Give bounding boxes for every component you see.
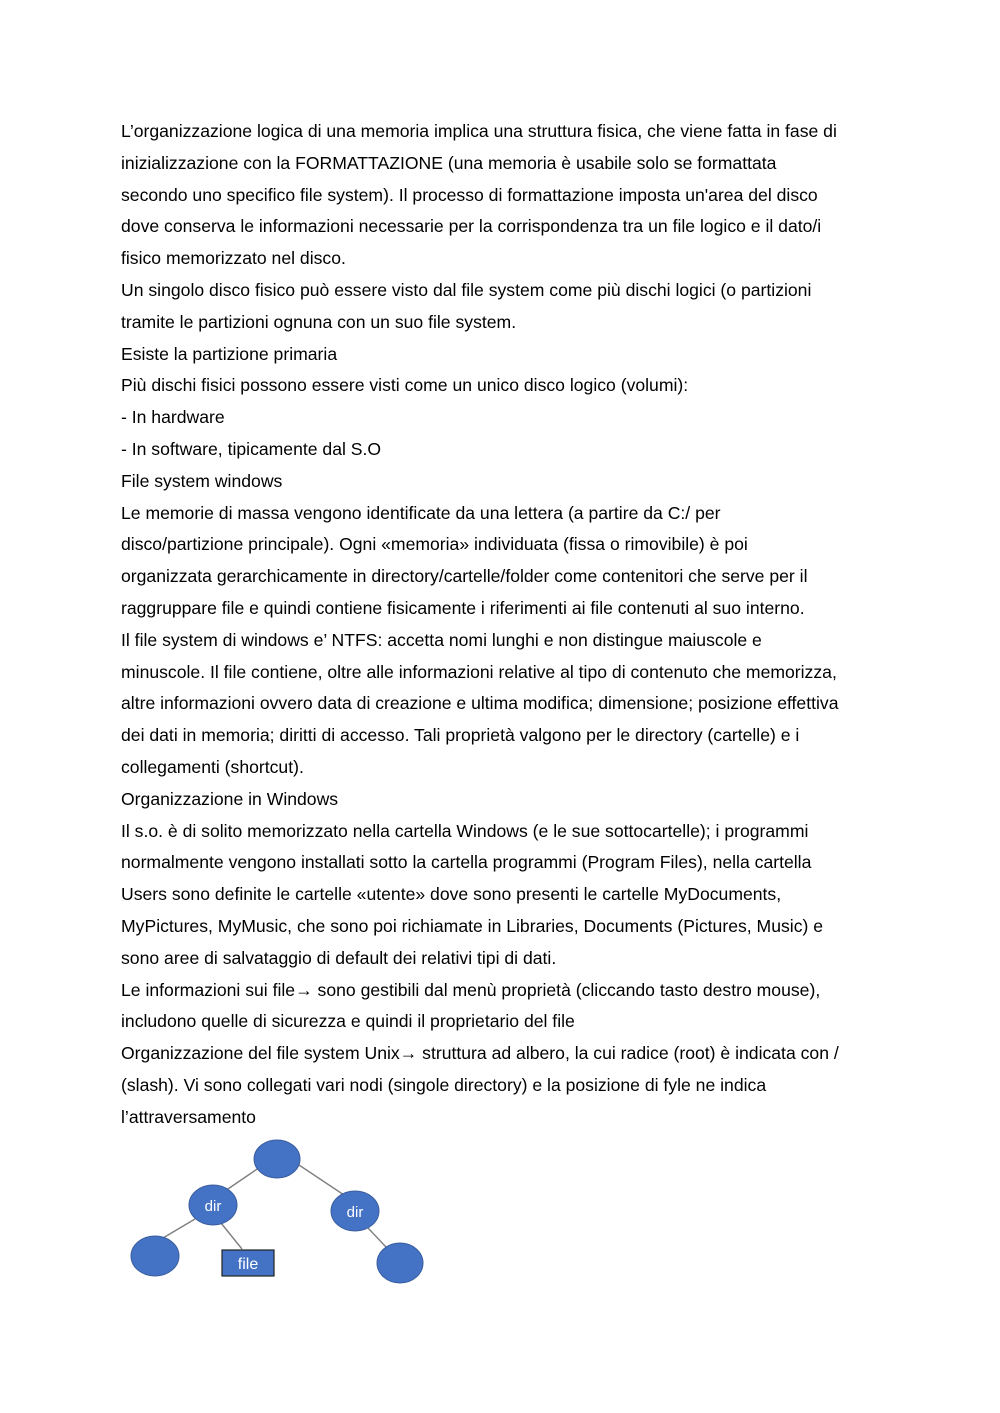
edge-left-dir-leaf xyxy=(163,1219,195,1238)
text-line: raggruppare file e quindi contiene fisicamente i riferimenti ai file contenuti al suo interno. xyxy=(121,597,805,618)
leaf-node-right xyxy=(377,1243,423,1283)
text-line: secondo uno specifico file system). Il processo di formattazione imposta un'area del disco xyxy=(121,184,818,205)
text-line: altre informazioni ovvero data di creazione e ultima modifica; dimensione; posizione effettiva xyxy=(121,693,839,714)
text-line: disco/partizione principale). Ogni «memoria» individuata (fissa o rimovibile) è poi xyxy=(121,534,748,555)
text-line: (slash). Vi sono collegati vari nodi (singole directory) e la posizione di fyle ne indica xyxy=(121,1074,767,1095)
edge-right-dir-leaf xyxy=(368,1228,386,1247)
leaf-node-left xyxy=(131,1236,179,1276)
text-line: Le memorie di massa vengono identificate da una lettera (a partire da C:/ per xyxy=(121,502,721,523)
root-node xyxy=(254,1140,300,1178)
unix-tree-diagram xyxy=(125,1135,435,1290)
text-line: l’attraversamento xyxy=(121,1106,256,1127)
text-line: collegamenti (shortcut). xyxy=(121,756,304,777)
file-label: file xyxy=(237,1256,259,1273)
left-dir-label: dir xyxy=(204,1198,222,1215)
text-line: Users sono definite le cartelle «utente» dove sono presenti le cartelle MyDocuments, xyxy=(121,884,782,905)
text-line: Le informazioni sui file→ sono gestibili dal menù proprietà (cliccando tasto destro mouse), xyxy=(121,979,821,1000)
body-text xyxy=(121,116,891,1134)
text-line: Il s.o. è di solito memorizzato nella cartella Windows (e le sue sottocartelle); i programmi xyxy=(121,820,809,841)
text-line: - In hardware xyxy=(121,407,225,428)
text-line: normalmente vengono installati sotto la cartella programmi (Program Files), nella cartella xyxy=(121,852,812,873)
right-dir-label: dir xyxy=(346,1204,364,1221)
text-line: Il file system di windows e’ NTFS: accetta nomi lunghi e non distingue maiuscole e xyxy=(121,629,762,650)
text-line: tramite le partizioni ognuna con un suo file system. xyxy=(121,311,517,332)
text-line: inizializzazione con la FORMATTAZIONE (una memoria è usabile solo se formattata xyxy=(121,152,777,173)
text-line: includono quelle di sicurezza e quindi il proprietario del file xyxy=(121,1011,575,1032)
text-line: dei dati in memoria; diritti di accesso. Tali proprietà valgono per le directory (cartelle) e i xyxy=(121,725,800,746)
text-line: sono aree di salvataggio di default dei relativi tipi di dati. xyxy=(121,947,557,968)
text-line: MyPictures, MyMusic, che sono poi richiamate in Libraries, Documents (Pictures, Music) e xyxy=(121,915,824,936)
text-line: fisico memorizzato nel disco. xyxy=(121,248,346,269)
text-line: Organizzazione del file system Unix→ struttura ad albero, la cui radice (root) è indicata con / xyxy=(121,1043,839,1064)
edge-left-dir-file xyxy=(221,1223,242,1249)
text-line: File system windows xyxy=(121,470,283,491)
text-line: dove conserva le informazioni necessarie per la corrispondenza tra un file logico e il dato/i xyxy=(121,216,822,237)
text-line: Organizzazione in Windows xyxy=(121,788,339,809)
text-line: L’organizzazione logica di una memoria implica una struttura fisica, che viene fatta in fase di xyxy=(121,121,837,141)
text-line: minuscole. Il file contiene, oltre alle informazioni relative al tipo di contenuto che memorizza, xyxy=(121,661,837,682)
text-line: - In software, tipicamente dal S.O xyxy=(121,438,382,459)
text-line: Più dischi fisici possono essere visti come un unico disco logico (volumi): xyxy=(121,375,689,396)
text-line: organizzata gerarchicamente in directory/cartelle/folder come contenitori che serve per il xyxy=(121,566,808,587)
text-line: Un singolo disco fisico può essere visto dal file system come più dischi logici (o partizioni xyxy=(121,279,812,300)
edge-root-right-dir xyxy=(299,1165,344,1195)
text-line: Esiste la partizione primaria xyxy=(121,343,338,364)
